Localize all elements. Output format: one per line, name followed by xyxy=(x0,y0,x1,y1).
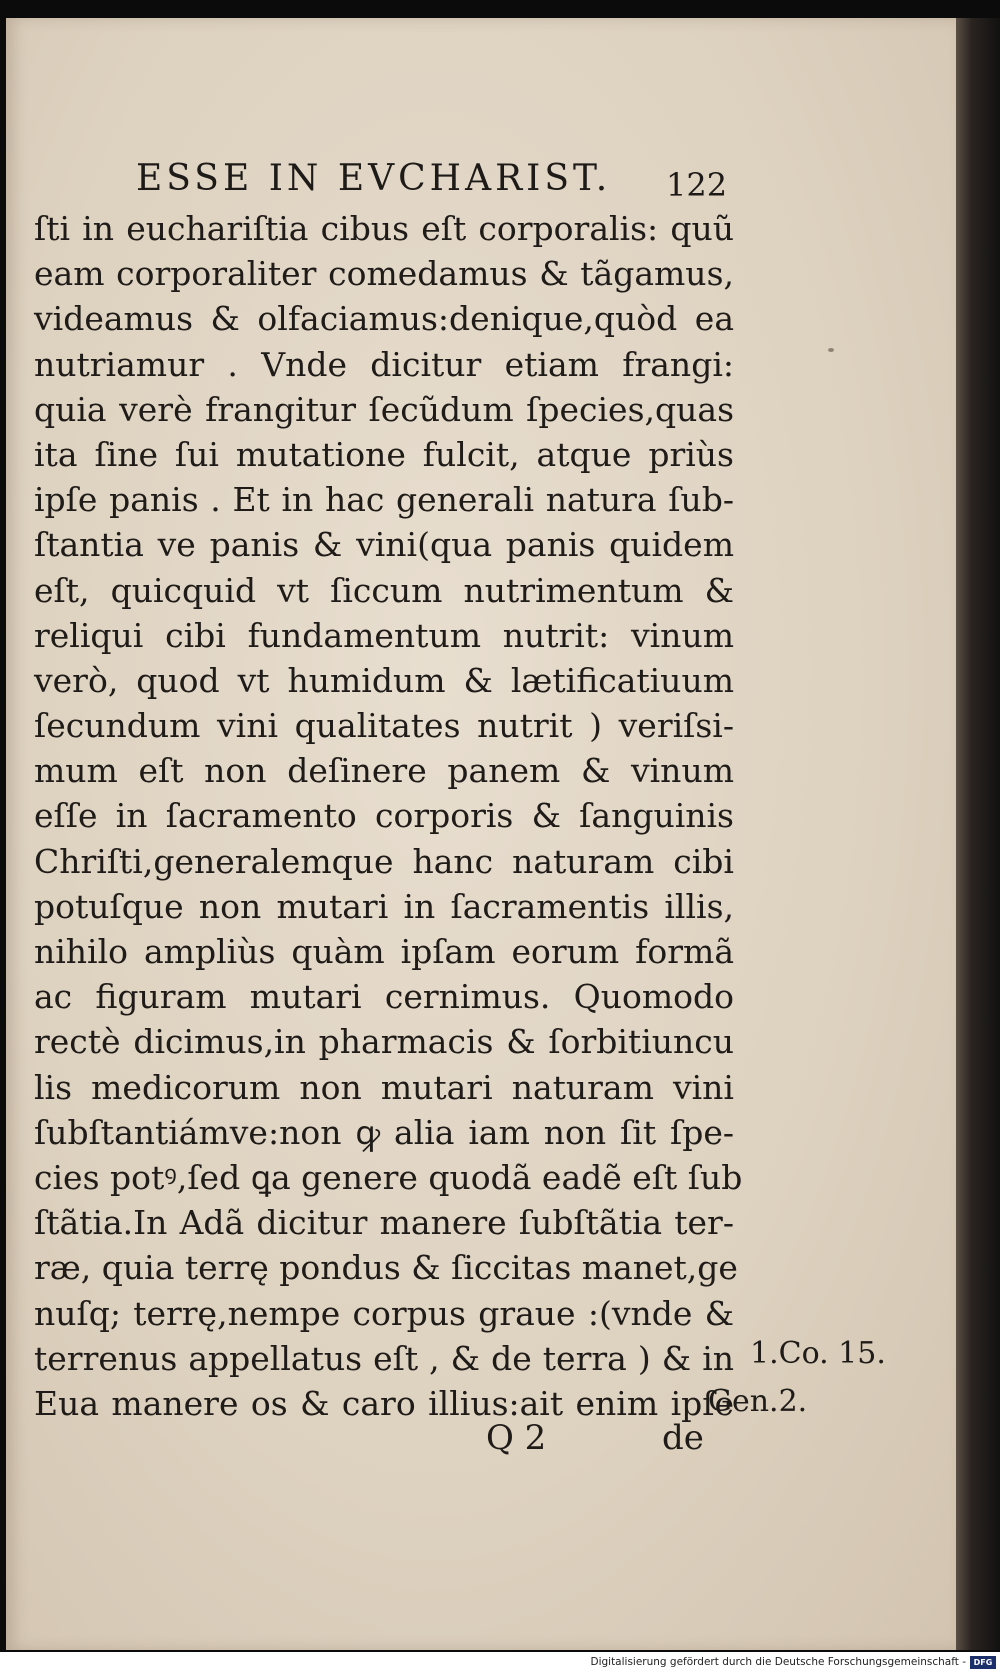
footer-bar xyxy=(0,1652,1000,1673)
book-edge xyxy=(956,18,1000,1650)
text-line: nihilo ampliùs quàm ipſam eorum formã xyxy=(34,932,734,971)
text-line: ſtantia ve panis & vini(qua panis quidem xyxy=(34,525,734,565)
text-line: ita ſine ſui mutatione fulcit, atque priùs xyxy=(34,434,734,474)
text-line: potuſque non mutari in ſacramentis illis, xyxy=(34,886,734,926)
text-line: lis medicorum non mutari naturam vini xyxy=(34,1067,734,1107)
text-line: ſubſtantiámve:non ꝙ alia iam non ſit ſpe- xyxy=(34,1112,734,1152)
text-line: Chriſti,generalemque hanc naturam cibi xyxy=(34,841,734,881)
text-line: ſtãtia.In Adã dicitur manere ſubſtãtia ter- xyxy=(34,1203,734,1243)
signature-mark: Q 2 xyxy=(486,1418,547,1458)
body-text xyxy=(34,206,743,1426)
text-line: cies potꝰ,ſed ꝗa genere quodã eadẽ eſt ſub xyxy=(34,1157,743,1197)
text-line: eſt, quicquid vt ſiccum nutrimentum & xyxy=(34,570,734,610)
folio-number: 122 xyxy=(666,166,728,204)
text-line: ræ, quia terrę pondus & ſiccitas manet,ge xyxy=(34,1248,738,1288)
text-line: verò, quod vt humidum & lætificatiuum xyxy=(34,660,734,700)
text-line: eſſe in ſacramento corporis & ſanguinis xyxy=(34,796,734,836)
text-line: Eua manere os & caro illius:ait enim ipſe xyxy=(34,1383,734,1423)
text-line: quia verè frangitur ſecũdum ſpecies,quas xyxy=(34,389,734,429)
catchword: de xyxy=(662,1418,704,1458)
text-line: rectè dicimus,in pharmacis & ſorbitiuncu xyxy=(34,1022,734,1062)
text-line: ipſe panis . Et in hac generali natura ſub- xyxy=(34,480,734,520)
text-line: ſecundum vini qualitates nutrit ) veriſsi- xyxy=(34,706,734,746)
text-line: mum eſt non deſinere panem & vinum xyxy=(34,751,734,791)
text-line: eam corporaliter comedamus & tãgamus, xyxy=(34,254,734,294)
paper-stain xyxy=(828,348,834,352)
text-line: reliqui cibi fundamentum nutrit: vinum xyxy=(34,615,734,655)
text-line: ac figuram mutari cernimus. Quomodo xyxy=(34,977,734,1017)
text-line: nuſq; terrę,nempe corpus graue :(vnde & xyxy=(34,1293,734,1333)
running-title: ESSE IN EVCHARIST. xyxy=(136,158,612,199)
text-line: terrenus appellatus eſt , & de terra ) & in xyxy=(34,1338,734,1378)
text-line: ſti in euchariſtia cibus eſt corporalis: quũ xyxy=(34,209,734,248)
marginal-note-2: Gen.2. xyxy=(708,1384,808,1419)
text-line: nutriamur . Vnde dicitur etiam frangi: xyxy=(34,344,734,384)
dfg-logo: DFG xyxy=(970,1656,996,1669)
text-line: videamus & olfaciamus:denique,quòd ea xyxy=(34,299,734,339)
book-page xyxy=(6,18,956,1650)
marginal-note-1: 1.Co. 15. xyxy=(750,1336,886,1371)
footer-credit: Digitalisierung gefördert durch die Deutsche Forschungsgemeinschaft - xyxy=(590,1656,966,1668)
